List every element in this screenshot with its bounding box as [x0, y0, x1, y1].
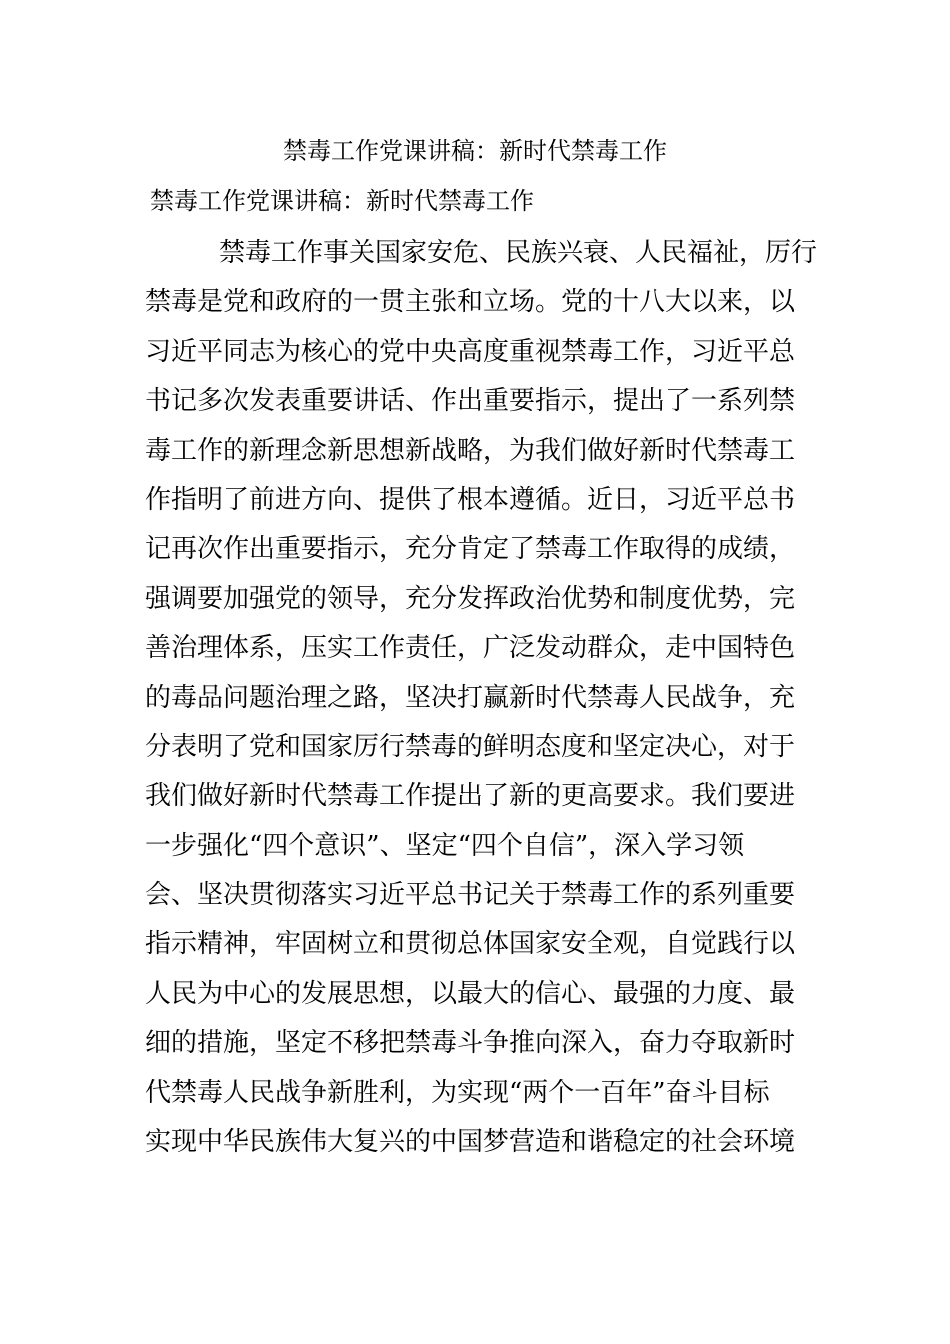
- body-line: 指示精神，牢固树立和贯彻总体国家安全观，自觉践行以: [145, 929, 796, 960]
- body-line: 实现中华民族伟大复兴的中国梦营造和谐稳定的社会环境: [145, 1127, 796, 1158]
- body-line: 禁毒是党和政府的一贯主张和立场。党的十八大以来，以: [145, 287, 796, 318]
- body-line: 毒工作的新理念新思想新战略，为我们做好新时代禁毒工: [145, 435, 796, 466]
- body-line: 强调要加强党的领导，充分发挥政治优势和制度优势，完: [145, 583, 796, 614]
- body-line: 善治理体系，压实工作责任，广泛发动群众，走中国特色: [145, 633, 796, 664]
- body-paragraph: [145, 229, 818, 1167]
- body-line: 代禁毒人民战争新胜利，为实现“两个一百年”奋斗目标: [145, 1077, 770, 1108]
- body-line: 我们做好新时代禁毒工作提出了新的更高要求。我们要进: [145, 781, 796, 812]
- body-line: 会、坚决贯彻落实习近平总书记关于禁毒工作的系列重要: [145, 880, 796, 911]
- body-line: 习近平同志为核心的党中央高度重视禁毒工作，习近平总: [145, 336, 796, 367]
- body-line: 的毒品问题治理之路，坚决打赢新时代禁毒人民战争，充: [145, 682, 796, 713]
- body-line: 人民为中心的发展思想，以最大的信心、最强的力度、最: [145, 978, 796, 1009]
- body-line: 禁毒工作事关国家安危、民族兴衰、人民福祉，厉行: [219, 238, 818, 268]
- body-line: 记再次作出重要指示，充分肯定了禁毒工作取得的成绩，: [145, 534, 796, 565]
- body-line: 书记多次发表重要讲话、作出重要指示，提出了一系列禁: [145, 386, 796, 417]
- body-line: 作指明了前进方向、提供了根本遵循。近日，习近平总书: [145, 484, 796, 515]
- body-line: 细的措施，坚定不移把禁毒斗争推向深入，奋力夺取新时: [145, 1028, 796, 1059]
- document-title: 禁毒工作党课讲稿：新时代禁毒工作: [283, 137, 667, 165]
- body-line: 一步强化“四个意识”、坚定“四个自信”，深入学习领: [145, 830, 745, 861]
- document-subtitle: 禁毒工作党课讲稿：新时代禁毒工作: [150, 187, 534, 215]
- body-line: 分表明了党和国家厉行禁毒的鲜明态度和坚定决心，对于: [145, 731, 796, 762]
